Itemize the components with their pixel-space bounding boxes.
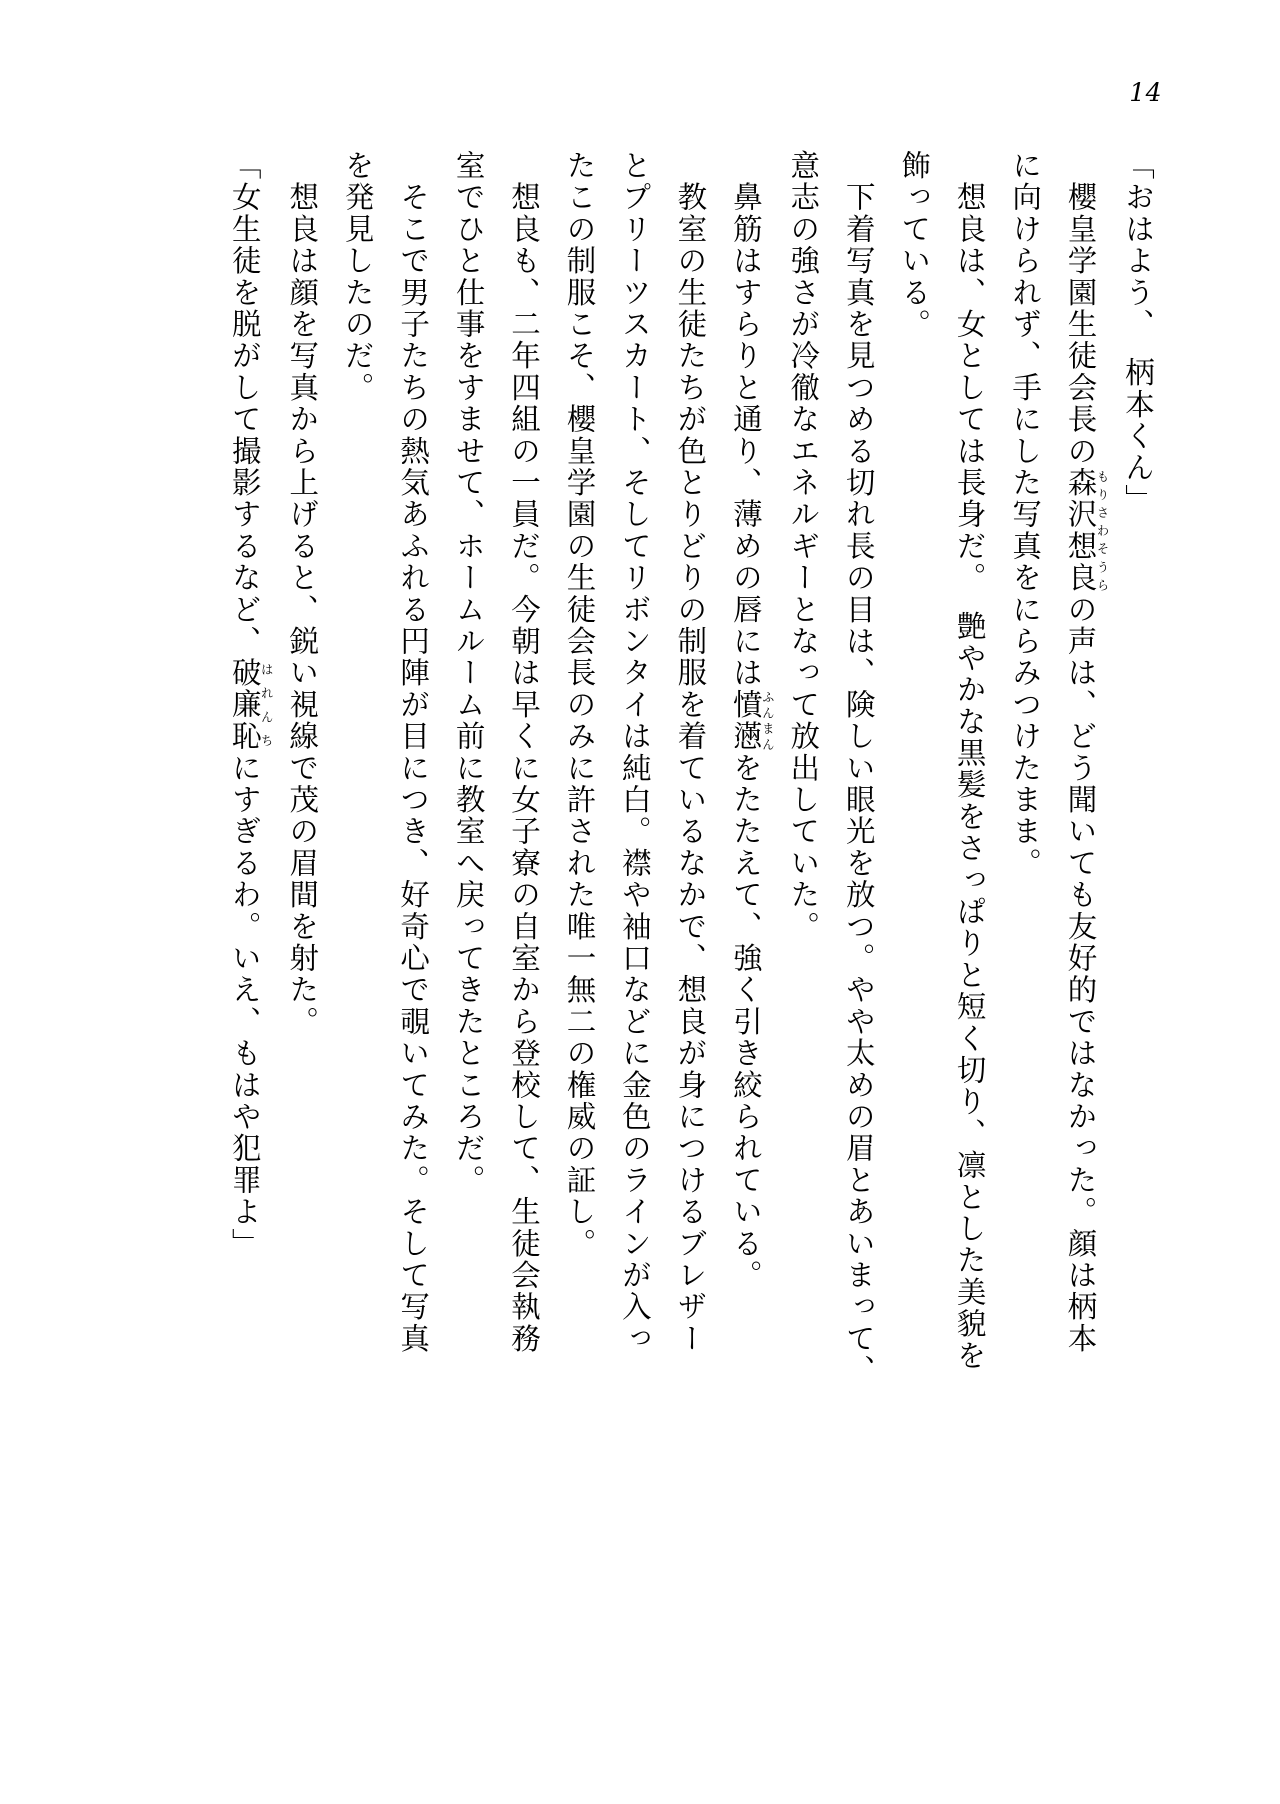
- text-line: 教室の生徒たちが色とりどりの制服を着ているなかで、想良が身につけるブレザー: [673, 150, 708, 1355]
- text-line: 想良は顔を写真から上げると、鋭い視線で茂の眉間を射た。: [285, 150, 320, 1038]
- ruby-morisawa-soura: 森沢想良もりさわそうら: [1063, 467, 1111, 594]
- text-line: 室でひと仕事をすませて、ホームルーム前に教室へ戻ってきたところだ。: [451, 150, 486, 1197]
- text-line: 飾っている。: [897, 150, 932, 341]
- text-line: 意志の強さが冷徹なエネルギーとなって放出していた。: [786, 150, 821, 943]
- text-line: を発見したのだ。: [340, 150, 375, 404]
- body-text: [105, 150, 1165, 1550]
- text-line: に向けられず、手にした写真をにらみつけたまま。: [1008, 150, 1043, 880]
- text-line: 「女生徒を脱がして撮影するなど、破廉恥はれんちにすぎるわ。いえ、もはや犯罪よ」: [227, 150, 275, 1260]
- ruby-harenchi: 破廉恥はれんち: [227, 657, 275, 753]
- ruby-funman: 憤懣ふんまん: [728, 688, 776, 753]
- text-line: 「おはよう、 柄本くん」: [1121, 150, 1155, 516]
- text-line: 櫻皇学園生徒会長の森沢想良もりさわそうらの声は、どう聞いても友好的ではなかった。顔は柄本: [1063, 150, 1111, 1355]
- text-line: たこの制服こそ、櫻皇学園の生徒会長のみに許された唯一無二の権威の証し。: [562, 150, 597, 1260]
- text-line: そこで男子たちの熱気あふれる円陣が目につき、好奇心で覗いてみた。そして写真: [396, 150, 431, 1355]
- text-line: 鼻筋はすらりと通り、薄めの唇には憤懣ふんまんをたたえて、強く引き絞られている。: [728, 150, 776, 1292]
- text-line: 想良は、女としては長身だ。 艶やかな黒髪をさっぱりと短く切り、凛とした美貌を: [952, 150, 987, 1372]
- text-line: 下着写真を見つめる切れ長の目は、険しい眼光を放つ。やや太めの眉とあいまって、: [841, 150, 876, 1387]
- text-line: 想良も、二年四組の一員だ。今朝は早くに女子寮の自室から登校して、生徒会執務: [507, 150, 542, 1355]
- text-line: とプリーツスカート、そしてリボンタイは純白。襟や袖口などに金色のラインが入っ: [617, 150, 652, 1355]
- page-number: 14: [1129, 78, 1162, 107]
